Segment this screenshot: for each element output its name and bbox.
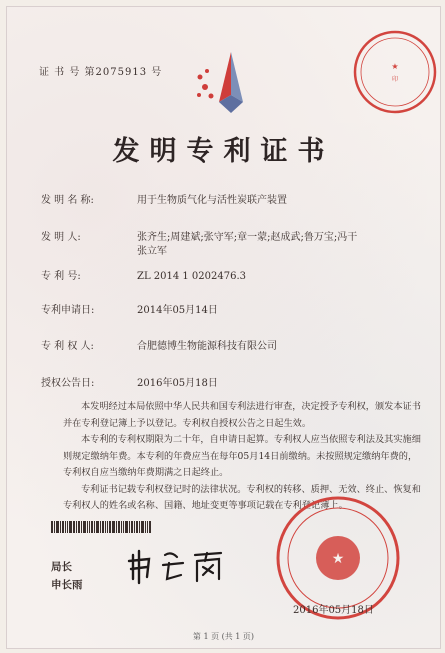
field-filing-date: 专利申请日: 2014年05月14日	[41, 305, 218, 316]
officer-title: 局长	[51, 561, 72, 573]
certificate-number: 证 书 号 第2075913 号	[39, 67, 163, 78]
body-paragraph: 专利证书记载专利权登记时的法律状况。专利权的转移、质押、无效、终止、恢复和专利权人的姓名或名称、国籍、地址变更等事项记载在专利登记簿上。	[63, 483, 421, 511]
svg-text:★: ★	[331, 551, 345, 567]
official-seal-top	[352, 29, 438, 115]
handwritten-signature	[125, 545, 235, 585]
field-patentee: 专 利 权 人: 合肥德博生物能源科技有限公司	[41, 341, 277, 352]
body-paragraph: 本发明经过本局依照中华人民共和国专利法进行审查，决定授予专利权，颁发本证书并在专利登记簿上予以登记。专利权自授权公告之日起生效。	[63, 401, 421, 429]
body-paragraph: 本专利的专利权期限为二十年，自申请日起算。专利权人应当依照专利法及其实施细则规定缴纳年费。本专利的年费应当在每年05月14日前缴纳。未按照规定缴纳年费的，专利权自应当缴纳年费期满之日起终止。	[63, 434, 421, 478]
svg-text:★: ★	[391, 62, 399, 71]
officer-name: 申长雨	[51, 579, 83, 591]
certificate-title: 发明专利证书	[112, 136, 335, 167]
barcode	[51, 521, 189, 533]
page-footer: 第 1 页 (共 1 页)	[192, 632, 255, 641]
field-grant-date: 授权公告日: 2016年05月18日	[41, 378, 218, 389]
certificate	[6, 6, 441, 649]
field-patent-number: 专 利 号: ZL 2014 1 0202476.3	[41, 271, 247, 282]
field-invention-name: 发 明 名 称: 用于生物质气化与活性炭联产装置	[41, 195, 287, 206]
field-inventors: 发 明 人: 张齐生;周建斌;张守军;章一蒙;赵成武;鲁万宝;冯干张立军	[41, 232, 358, 257]
seal-date: 2016年05月18日	[293, 605, 374, 616]
patent-office-logo	[191, 47, 271, 117]
svg-text:印: 印	[391, 76, 399, 83]
